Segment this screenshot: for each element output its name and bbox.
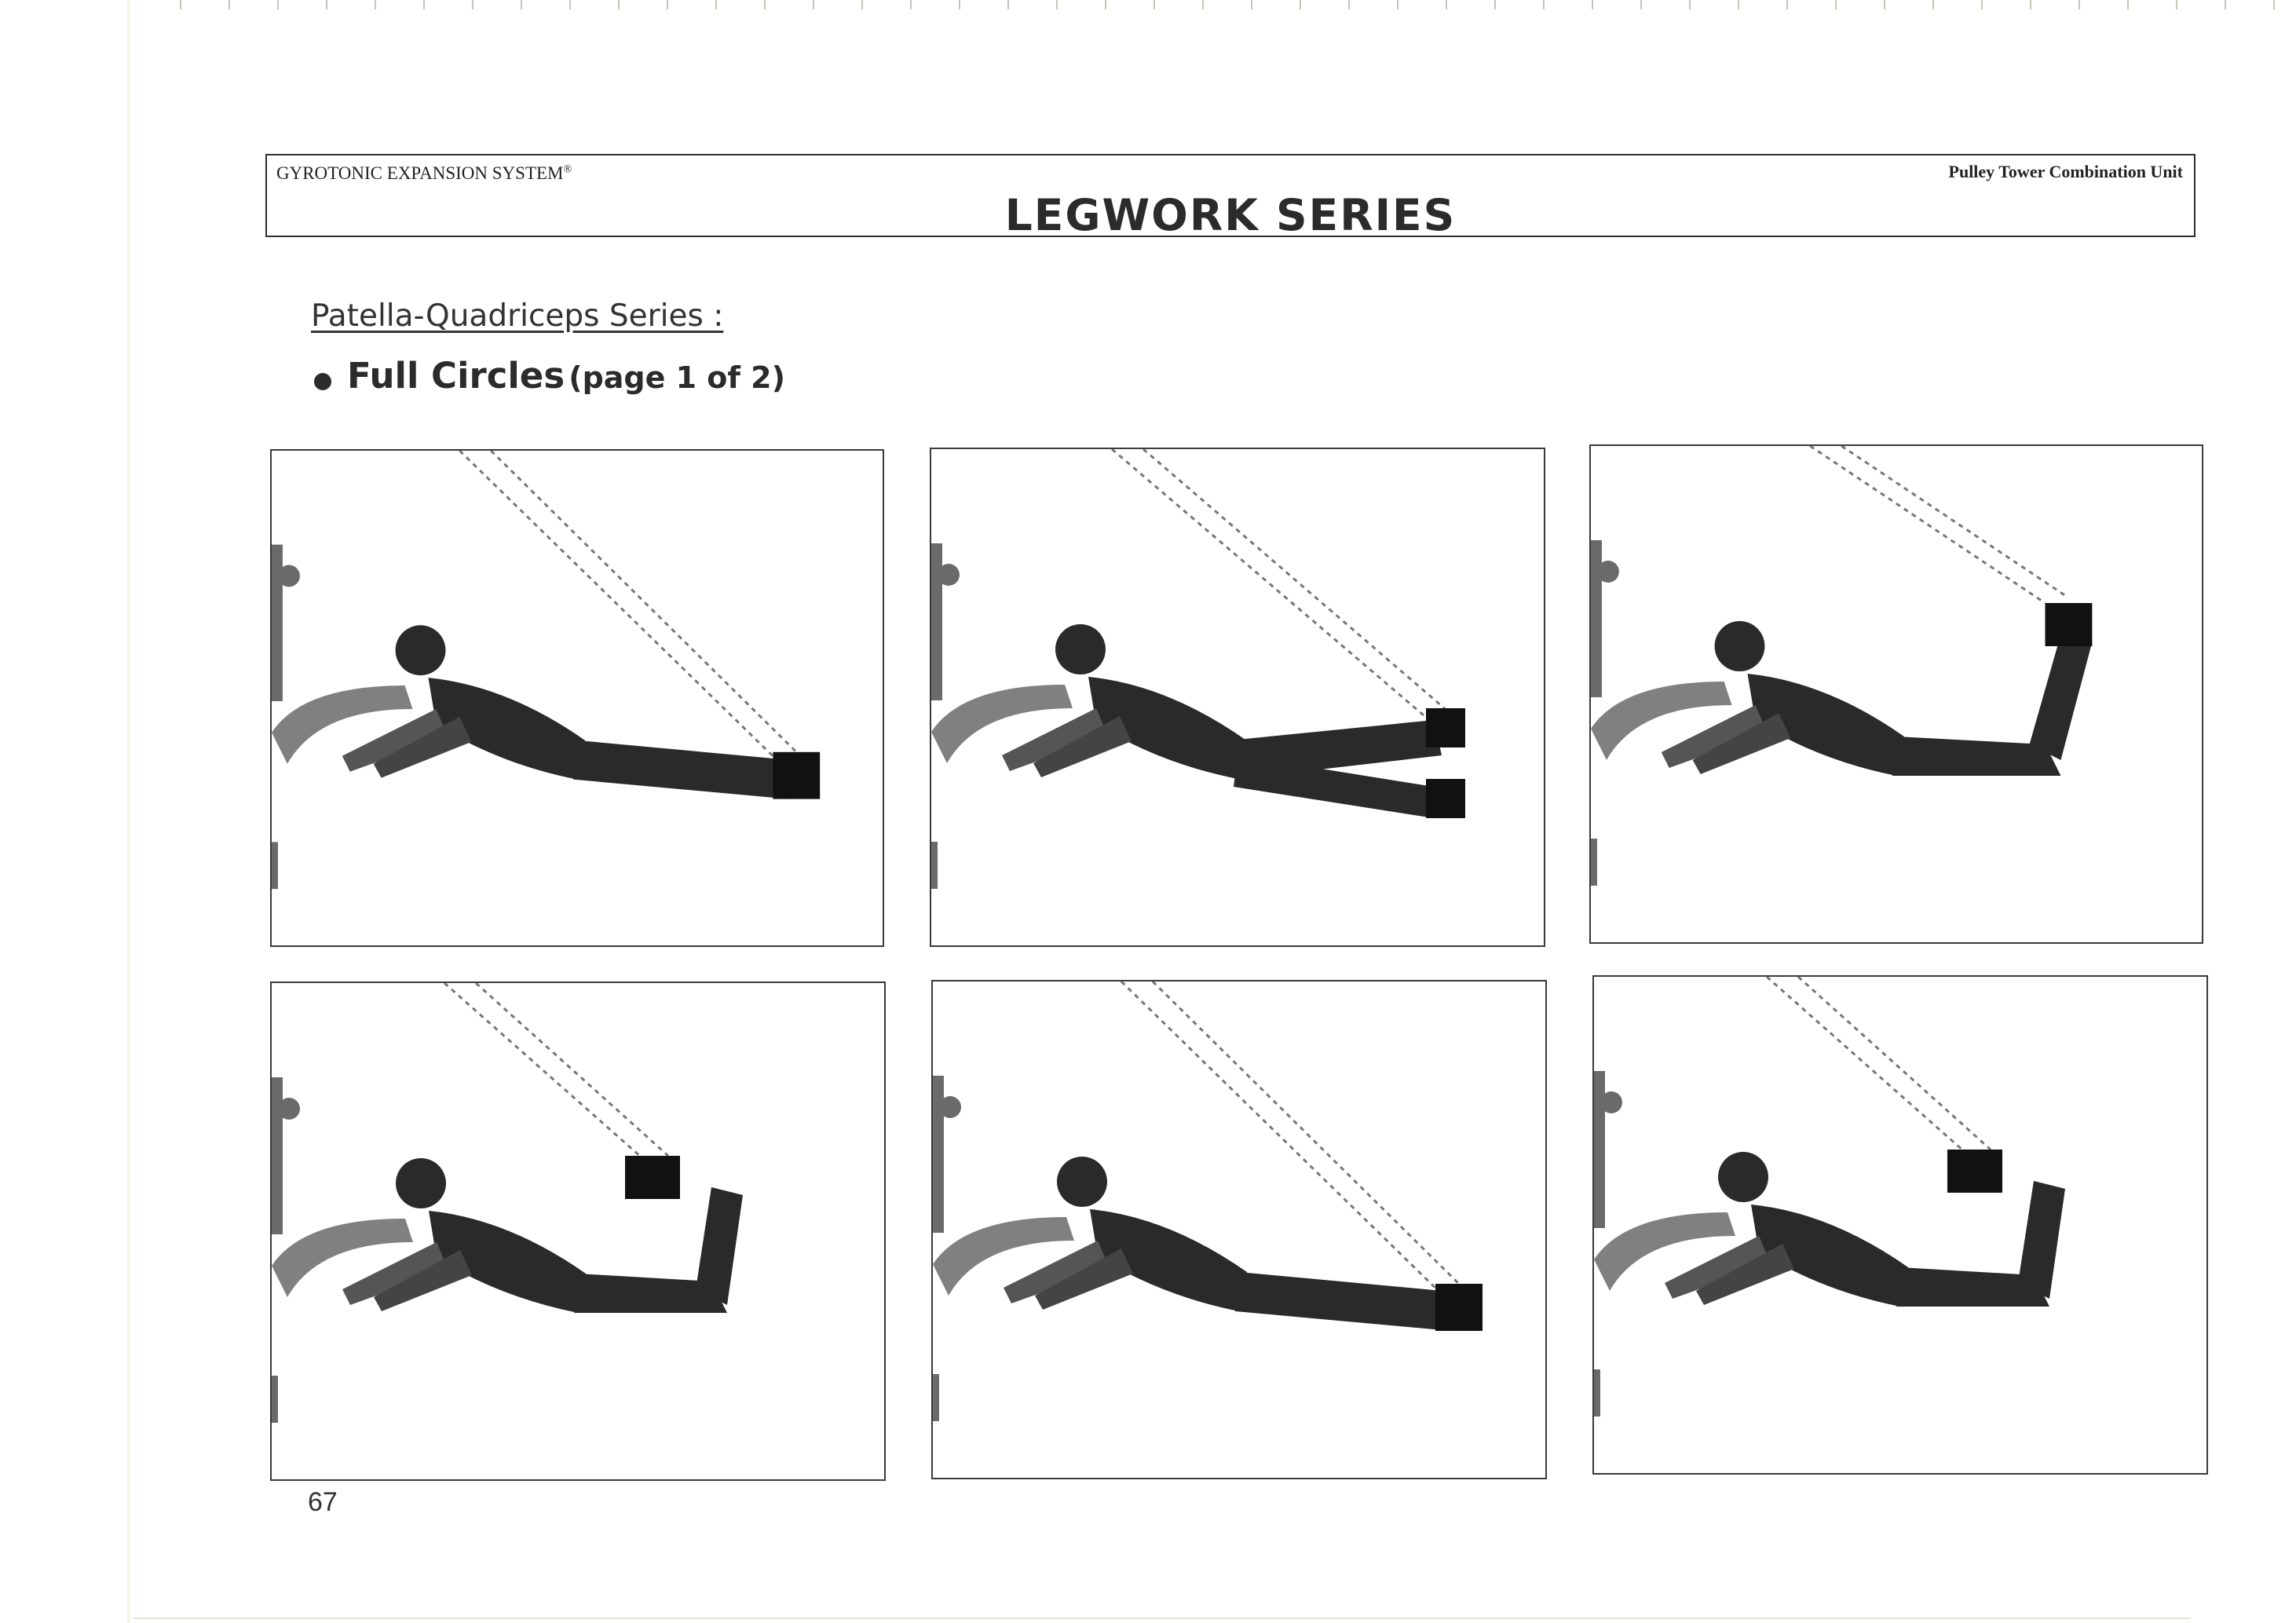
hole-punch-ticks <box>0 0 2296 13</box>
page-title: LEGWORK SERIES <box>1004 190 1457 240</box>
exercise-photo-6 <box>1594 977 2206 1473</box>
page-number: 67 <box>308 1487 338 1517</box>
exercise-photo-3 <box>1591 446 2202 942</box>
exercise-photo-2 <box>931 449 1544 945</box>
exercise-photo-3 <box>1589 444 2203 944</box>
page-header <box>265 154 2195 240</box>
brand-name: GYROTONIC EXPANSION SYSTEM® <box>276 163 572 183</box>
exercise-photo-4 <box>272 983 884 1479</box>
exercise-photo-1 <box>272 451 883 945</box>
exercise-photo-4 <box>270 981 886 1481</box>
series-label: Patella-Quadriceps Series : <box>311 298 724 334</box>
bullet-icon <box>314 373 331 390</box>
exercise-page: (page 1 of 2) <box>569 360 785 395</box>
page-bottom-edge <box>133 1618 2191 1619</box>
exercise-photo-5 <box>933 981 1545 1478</box>
exercise-photo-5 <box>931 980 1547 1479</box>
unit-name: Pulley Tower Combination Unit <box>1948 162 2183 181</box>
exercise-photo-6 <box>1592 975 2208 1475</box>
registered-mark: ® <box>563 163 572 176</box>
exercise-heading <box>314 355 785 397</box>
exercise-photo-1 <box>270 449 884 947</box>
exercise-photo-2 <box>930 448 1545 947</box>
exercise-name: Full Circles <box>347 355 565 397</box>
binding-edge <box>127 0 130 1623</box>
